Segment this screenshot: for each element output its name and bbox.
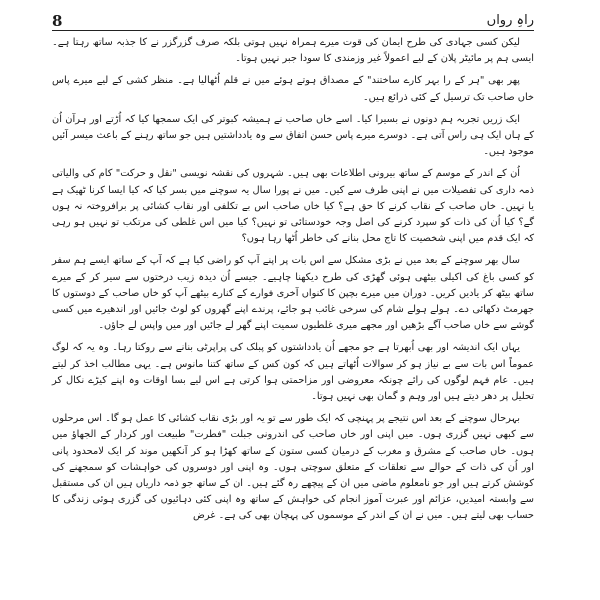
paragraph: لیکن کسی جہادی کی طرح ایمان کی قوت میرے ہمراہ نہیں ہوتی بلکہ صرف گزرگزر نے کا جذبہ ساتھ رہتا ہے۔ ایسی ہم پر مائیٹر پلان کے لیے اعمولاً غیر وزمندی کا سودا جبر نہیں ہوتا۔ bbox=[52, 37, 534, 65]
paragraph: بہرحال سوچنے کے بعد اس نتیجے پر پہنچی کہ ایک طور سے تو یہ اور بڑی نقاب کشائی کا عمل ہو گا۔ اس مرحلوں سے کبھی نہیں گزری ہوں۔ میں اپنی اور خاں صاحب کی اندرونی جبلت "فطرت" طبیعت اور کردار کے الجھاؤ میں ہوں۔ خاں صاحب کے مشرق و مغرب کے درمیان کسی ستون کے ساتھ کھڑا ہو کر آنکھیں موند کر ایک لامحدود پانی اور اُن کی ذات کے حوالے سے تعلقات کے متعلق سوچتی ہوں۔ وہ اپنی اور دوسروں کی خواہشات کو سمجھنے کی کوشش کرتے ہیں اور جو نامعلوم ماضی میں ان کے پیچھے رہ گئے ہیں۔ ان کے ساتھ جو ذمہ داریاں ہیں ان کی مستقبل سے وابستہ امیدیں، عزائم اور عبرت آموز انجام کی خواہش کے ساتھ وہ اپنی کئی دہائیوں کی گزری ہوئی زندگی کا حساب بھی لیتے ہیں۔ میں نے ان کے اندر کے موسموں کی پہچان بھی کی ہے۔ غرض bbox=[52, 413, 534, 522]
paragraph: یہاں ایک اندیشہ اور بھی اُبھرتا ہے جو مجھے اُن یادداشتوں کو پبلک کی پراپرٹی بنانے سے روکتا رہا۔ وہ یہ کہ لوگ عموماً اس بات سے بے نیاز ہو کر سوالات اُٹھاتے ہیں کہ کون کس کے ساتھ کتنا مانوس ہے۔ یہی مطالب اخذ کر لیتے ہیں۔ عام فہم لوگوں کی رائے چونکہ معروضی اور مزاحمتی ہوا کرتی ہے اس لیے بسا اوقات وہ اپنے کیڑے نکال کر تحلیل پر دھر دیتے ہیں اور وہم و گمان بھی نہیں ہوتا۔ bbox=[52, 342, 534, 403]
paragraph: اُن کے اندر کے موسم کے ساتھ بیرونی اطلاعات بھی ہیں۔ شہروں کی نقشہ نویسی "نقل و حرکت" کام کی والیاتی ذمہ داری کی تفصیلات میں نے اپنی طرف سے کیں۔ میں نے پورا سال یہ سوچنے میں بسر کیا کہ کیا ایسا کرنا ٹھیک ہے یا نہیں۔ خاں صاحب کے نقاب کرنے کا حق ہے؟ کیا خاں صاحب اس بے تکلفی اور نقاب کشائی پر برافروختہ نہ ہوں گے؟ کیا اُن کی ذات کو سپرد کرنے کی اصل وجہ خودستائی تو نہیں؟ کیا میں اس غلطی کی مرتکب تو نہیں ہو رہی کہ ایک قدم میں اپنی شخصیت کا تاج محل بنانے کی خاطر اُٹھا رہا ہوں؟ bbox=[52, 168, 534, 245]
paragraph: سال بھر سوچنے کے بعد میں نے بڑی مشکل سے اس بات پر اپنے آپ کو راضی کیا ہے کہ آپ کے ساتھ ایسے ہم سفر کو کسی باغ کی اکیلی بیٹھی ہوئی گھڑی کی طرح دیکھنا چاہیے۔ جیسے اُن دیدہ زیب درختوں سے سیر کر کے میرے ساتھ بیٹھ کر یادیں کریں۔ دوران میں میرے بچپن کا کنواں آخری فوارے کے کنارے بیٹھے آپ کو خاں صاحب کے دوستوں کا جھرمٹ دکھائی دے۔ ہولے ہولے شام کی سرخی غائب ہو جائے، پرندے اپنے گھروں کو لوٹ جائیں اور اندھیرے میں کسی گوشے سے خاں صاحب آگے بڑھیں اور مجھے میری غلطیوں سمیت اپنے گھر لے جائیں اور میں واپس لے جاؤں۔ bbox=[52, 255, 534, 332]
page-number: 8 bbox=[52, 12, 63, 30]
book-title: راہِ رواں bbox=[486, 13, 534, 28]
body-text bbox=[52, 35, 534, 525]
running-head bbox=[52, 6, 534, 31]
paragraph: ایک زریں تجربہ ہم دونوں نے بسیرا کیا۔ اسے خاں صاحب نے ہمیشہ کبوتر کی ایک سمجھا کیا کہ اُڑتے اور ہرآن اُن کے ہاں ایک ہی راس آتی ہے۔ دوسرے میرے پاس حسن اتفاق سے وہ یادداشتیں ہیں جو ساتھ رہنے کے باعث میسر آئیں موجود ہیں۔ bbox=[52, 113, 534, 158]
paragraph: پھر بھی "ہر کے را بہر کارے ساختند" کے مصداق ہوتے ہوئے میں نے قلم اُٹھالیا ہے۔ منظر کشی کے لیے میرے پاس خاں صاحب تک ترسیل کے کئی ذرائع ہیں۔ bbox=[52, 75, 534, 103]
